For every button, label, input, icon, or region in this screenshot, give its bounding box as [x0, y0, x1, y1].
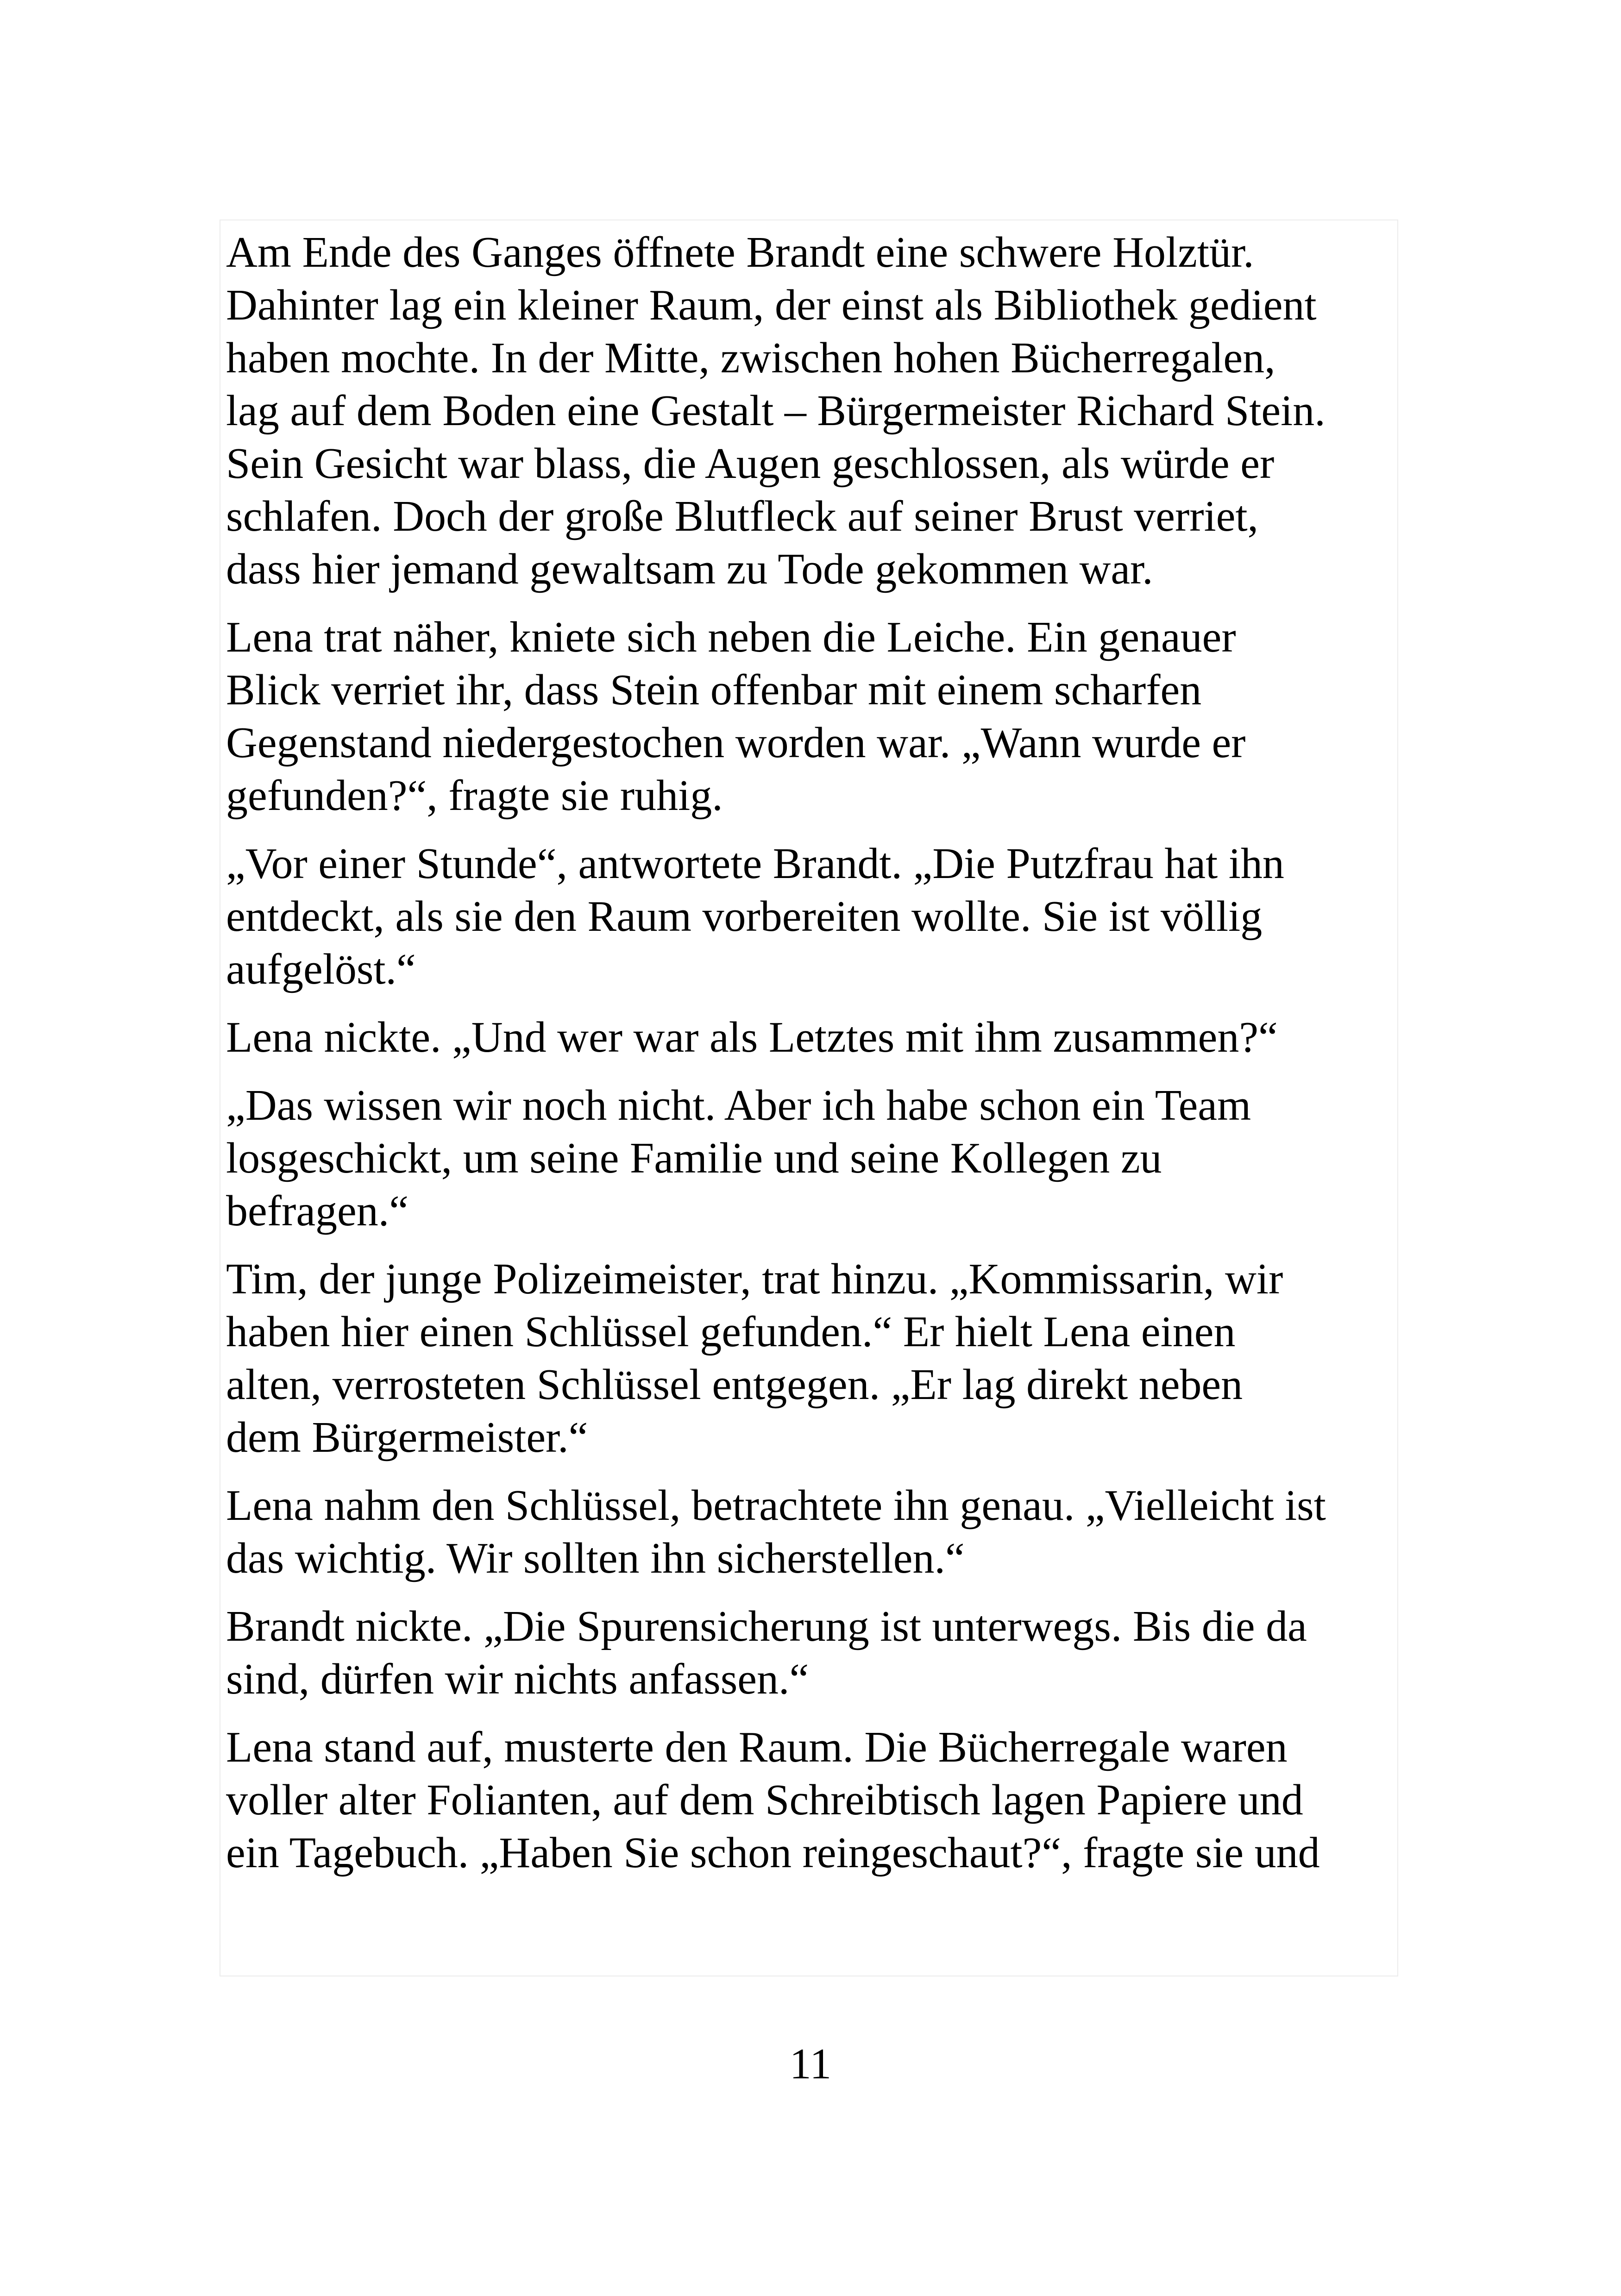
paragraph	[226, 1079, 1395, 1237]
paragraph	[226, 1253, 1395, 1464]
text-line: losgeschickt, um seine Familie und seine Kollegen zu	[226, 1134, 1162, 1182]
paragraph	[226, 1011, 1395, 1064]
paragraph	[226, 837, 1395, 996]
text-line: Lena nickte. „Und wer war als Letztes mit ihm zusammen?“	[226, 1013, 1278, 1061]
text-line: „Das wissen wir noch nicht. Aber ich habe schon ein Team	[226, 1081, 1251, 1129]
text-line: Lena stand auf, musterte den Raum. Die Bücherregale waren	[226, 1723, 1288, 1771]
text-line: schlafen. Doch der große Blutfleck auf seiner Brust verriet,	[226, 492, 1259, 540]
text-frame	[220, 220, 1398, 1976]
text-line: voller alter Folianten, auf dem Schreibtisch lagen Papiere und	[226, 1776, 1303, 1824]
text-line: Lena trat näher, kniete sich neben die Leiche. Ein genauer	[226, 613, 1236, 661]
text-line: Sein Gesicht war blass, die Augen geschlossen, als würde er	[226, 439, 1275, 488]
text-line: alten, verrosteten Schlüssel entgegen. „Er lag direkt neben	[226, 1361, 1243, 1409]
text-line: haben hier einen Schlüssel gefunden.“ Er hielt Lena einen	[226, 1308, 1236, 1356]
paragraph	[226, 1721, 1395, 1879]
text-line: befragen.“	[226, 1187, 408, 1235]
text-line: Tim, der junge Polizeimeister, trat hinzu. „Kommissarin, wir	[226, 1255, 1283, 1303]
text-line: Gegenstand niedergestochen worden war. „Wann wurde er	[226, 719, 1246, 767]
text-line: Blick verriet ihr, dass Stein offenbar mit einem scharfen	[226, 666, 1202, 714]
paragraph	[226, 611, 1395, 822]
text-line: dass hier jemand gewaltsam zu Tode gekommen war.	[226, 545, 1153, 593]
text-line: sind, dürfen wir nichts anfassen.“	[226, 1655, 809, 1703]
paragraph	[226, 1600, 1395, 1706]
paragraph	[226, 1479, 1395, 1585]
text-line: gefunden?“, fragte sie ruhig.	[226, 772, 723, 820]
paragraph	[226, 226, 1395, 596]
text-line: Dahinter lag ein kleiner Raum, der einst als Bibliothek gedient	[226, 281, 1317, 329]
text-line: ein Tagebuch. „Haben Sie schon reingeschaut?“, fragte sie und	[226, 1829, 1320, 1877]
text-line: „Vor einer Stunde“, antwortete Brandt. „Die Putzfrau hat ihn	[226, 840, 1284, 888]
page-number: 11	[789, 2040, 832, 2088]
text-line: entdeckt, als sie den Raum vorbereiten wollte. Sie ist völlig	[226, 892, 1263, 941]
text-line: Am Ende des Ganges öffnete Brandt eine schwere Holztür.	[226, 228, 1254, 276]
text-line: Brandt nickte. „Die Spurensicherung ist unterwegs. Bis die da	[226, 1602, 1307, 1650]
text-line: dem Bürgermeister.“	[226, 1413, 588, 1462]
text-line: lag auf dem Boden eine Gestalt – Bürgermeister Richard Stein.	[226, 387, 1326, 435]
text-line: aufgelöst.“	[226, 945, 416, 993]
text-line: haben mochte. In der Mitte, zwischen hohen Bücherregalen,	[226, 334, 1275, 382]
text-line: das wichtig. Wir sollten ihn sicherstellen.“	[226, 1534, 965, 1582]
text-line: Lena nahm den Schlüssel, betrachtete ihn genau. „Vielleicht ist	[226, 1481, 1326, 1530]
